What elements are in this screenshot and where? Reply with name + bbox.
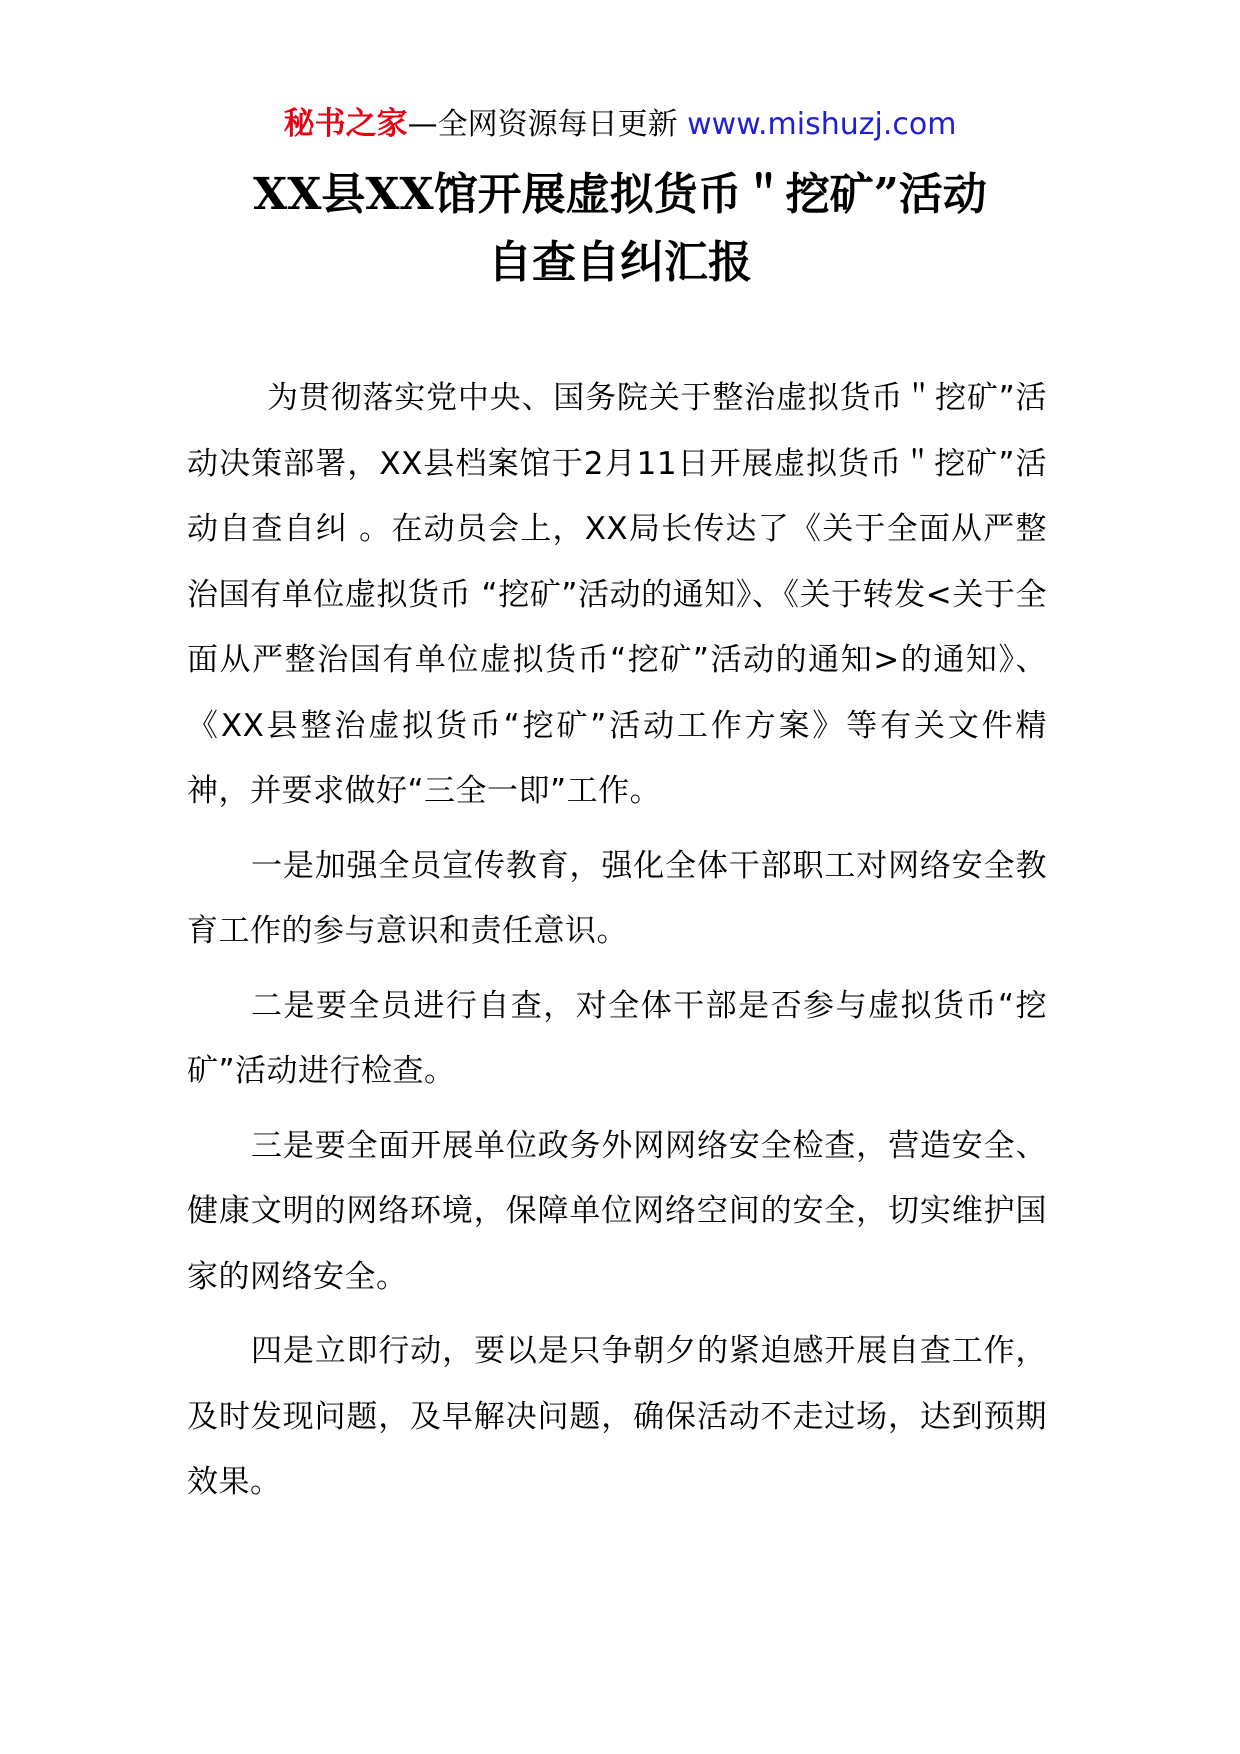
document-title-line-2: 自查自纠汇报: [488, 237, 752, 288]
body-paragraph-intro: 为贯彻落实党中央、国务院关于整治虚拟货币＂挖矿”活动决策部署，XX县档案馆于2月11日开展虚拟货币＂挖矿”活动自查自纠 。在动员会上，XX局长传达了《关于全面从严整治国有单位虚拟货币 “挖矿”活动的通知》、《关于转发<关于全面从严整治国有单位虚拟货币“挖矿”活动的通知>的通知》、《XX县整治虚拟货币“挖矿”活动工作方案》等有关文件精神，并要求做好“三全一即”工作。: [187, 380, 1047, 809]
site-header: [0, 104, 1240, 145]
body-paragraph-item-4: 四是立即行动，要以是只争朝夕的紧迫感开展自查工作，及时发现问题，及早解决问题，确保活动不走过场，达到预期效果。: [187, 1333, 1047, 1500]
site-url-link[interactable]: www.mishuzj.com: [687, 107, 957, 142]
body-paragraph-item-2: 二是要全员进行自查，对全体干部是否参与虚拟货币“挖矿”活动进行检查。: [187, 987, 1047, 1089]
body-paragraph-item-3: 三是要全面开展单位政务外网网络安全检查，营造安全、健康文明的网络环境，保障单位网络空间的安全，切实维护国家的网络安全。: [187, 1127, 1047, 1295]
brand-name: 秘书之家: [283, 106, 408, 142]
document-title-line-1: XX县XX馆开展虚拟货币＂挖矿”活动: [253, 169, 987, 220]
document-body: [187, 366, 1047, 1525]
header-tagline: —全网资源每日更新: [407, 107, 688, 142]
body-paragraph-item-1: 一是加强全员宣传教育，强化全体干部职工对网络安全教育工作的参与意识和责任意识。: [187, 847, 1047, 949]
